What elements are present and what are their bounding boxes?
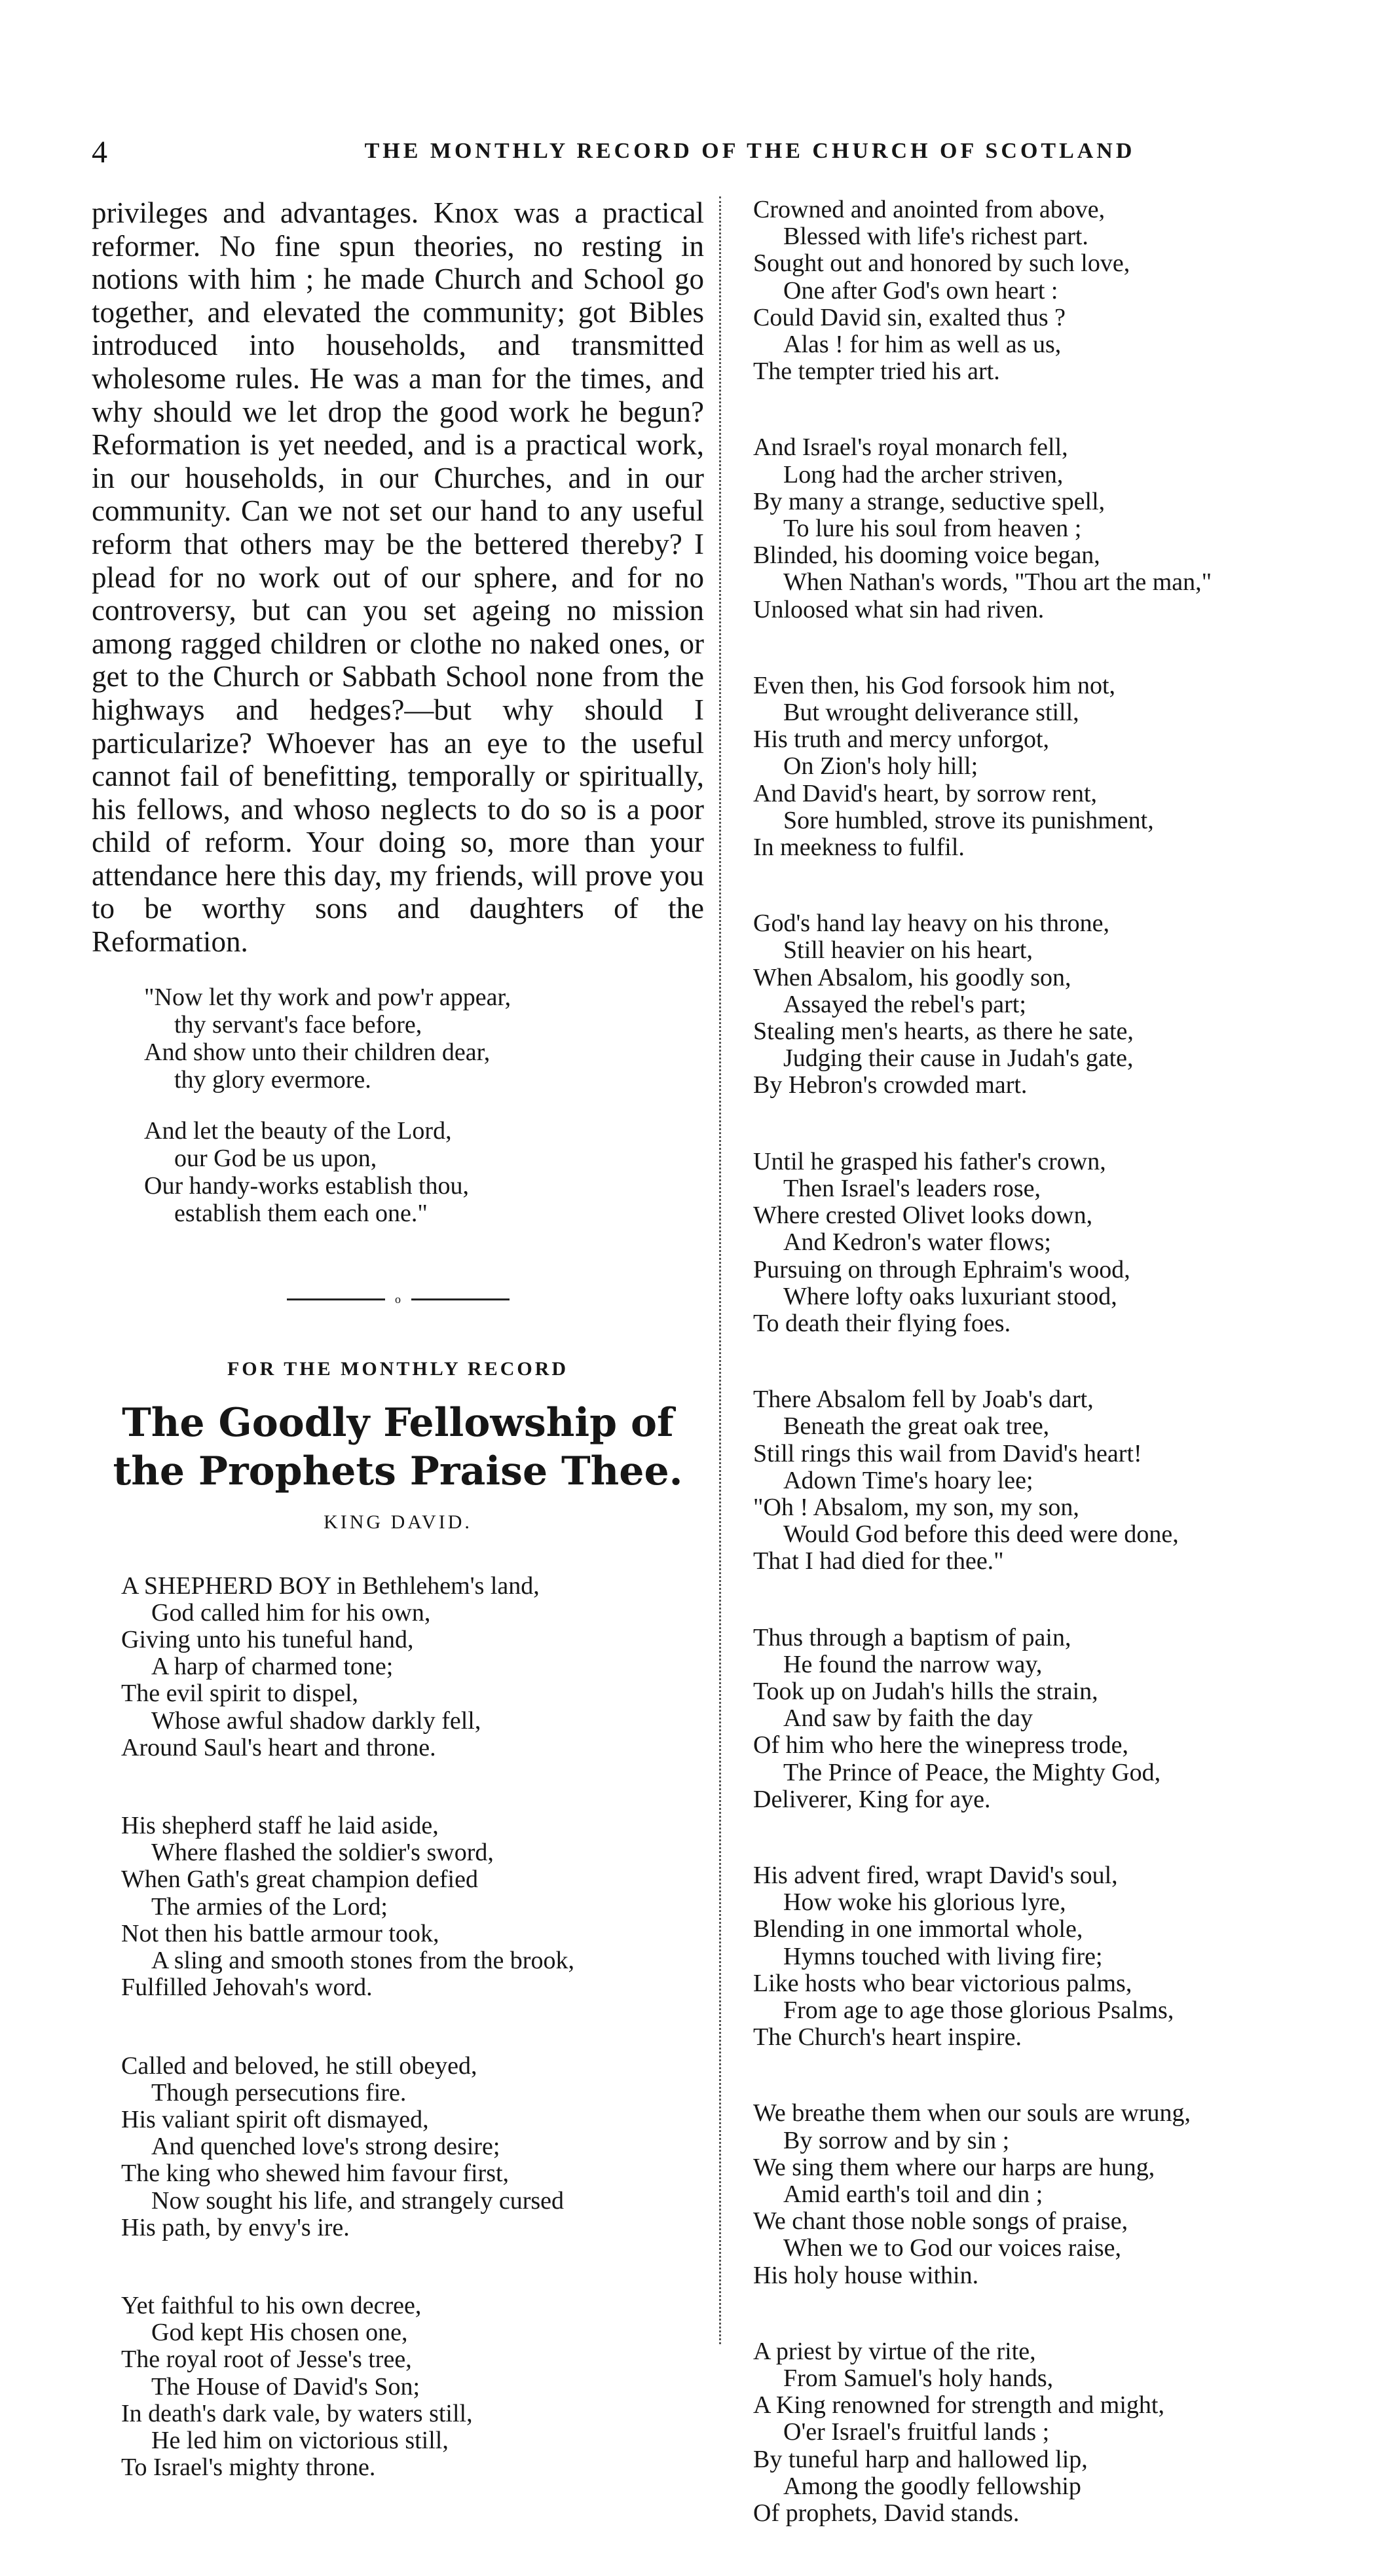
stanza xyxy=(753,910,1343,1099)
verse-line: His truth and mercy unforgot, xyxy=(753,726,1050,754)
verse-line: Took up on Judah's hills the strain, xyxy=(753,1677,1098,1705)
stanza xyxy=(753,434,1343,623)
article-kicker: FOR THE MONTHLY RECORD xyxy=(227,1357,569,1380)
verse-line: Alas ! for him as well as us, xyxy=(783,331,1062,359)
verse-line: Not then his battle armour took, xyxy=(121,1919,439,1947)
verse-line: The evil spirit to dispel, xyxy=(121,1680,359,1708)
stanza xyxy=(753,2338,1343,2527)
verse-line: To lure his soul from heaven ; xyxy=(783,515,1082,543)
verse-line: Of prophets, David stands. xyxy=(753,2499,1020,2528)
verse-line: Crowned and anointed from above, xyxy=(753,196,1105,223)
verse-line: Judging their cause in Judah's gate, xyxy=(783,1044,1134,1073)
verse-line: By Hebron's crowded mart. xyxy=(753,1071,1028,1099)
divider-rule-left xyxy=(287,1298,385,1300)
verse-line: Pursuing on through Ephraim's wood, xyxy=(753,1255,1130,1283)
verse-line: To death their flying foes. xyxy=(753,1309,1011,1337)
verse-line-text: SHEPHERD BOY in Bethlehem's land, xyxy=(143,1572,540,1600)
verse-line: His valiant spirit oft dismayed, xyxy=(121,2105,429,2133)
right-column xyxy=(753,196,1343,2576)
verse-line: Of him who here the winepress trode, xyxy=(753,1731,1129,1759)
verse-line: Though persecutions fire. xyxy=(151,2078,407,2107)
divider-rule-right xyxy=(411,1298,510,1300)
verse-line: The king who shewed him favour first, xyxy=(121,2160,510,2188)
verse-line: A sling and smooth stones from the brook, xyxy=(151,1947,574,1975)
verse-line: Then Israel's leaders rose, xyxy=(783,1174,1041,1202)
verse-line: Where lofty oaks luxuriant stood, xyxy=(783,1282,1117,1310)
verse-line: Adown Time's hoary lee; xyxy=(783,1466,1033,1494)
verse-line: From age to age those glorious Psalms, xyxy=(783,1996,1174,2024)
stanza xyxy=(144,1117,704,1227)
verse-line: Like hosts who bear victorious palms, xyxy=(753,1969,1132,1997)
verse-line: Yet faithful to his own decree, xyxy=(121,2291,422,2319)
verse-line: God's hand lay heavy on his throne, xyxy=(753,910,1110,938)
verse-line: A King renowned for strength and might, xyxy=(753,2391,1164,2420)
verse-line: Blinded, his dooming voice began, xyxy=(753,542,1100,570)
verse-line: "Now let thy work and pow'r appear, xyxy=(144,983,511,1011)
verse-line: Could David sin, exalted thus ? xyxy=(753,303,1066,331)
verse-line: Around Saul's heart and throne. xyxy=(121,1733,436,1761)
stanza xyxy=(753,2100,1343,2289)
verse-line: The Prince of Peace, the Mighty God, xyxy=(783,1758,1161,1786)
verse-line: Where crested Olivet looks down, xyxy=(753,1202,1093,1230)
verse-line: Even then, his God forsook him not, xyxy=(753,671,1116,699)
verse-line: A priest by virtue of the rite, xyxy=(753,2337,1036,2365)
verse-line: The royal root of Jesse's tree, xyxy=(121,2346,412,2374)
verse-line: Thus through a baptism of pain, xyxy=(753,1623,1071,1651)
verse-line: Assayed the rebel's part; xyxy=(783,990,1026,1018)
verse-line: The Church's heart inspire. xyxy=(753,2023,1022,2052)
verse-line: Hymns touched with living fire; xyxy=(783,1942,1103,1970)
verse-line: God called him for his own, xyxy=(151,1598,431,1627)
stanza xyxy=(121,1812,704,2001)
verse-line: our God be us upon, xyxy=(174,1144,377,1172)
left-column xyxy=(92,196,704,2532)
verse-line: When Gath's great champion defied xyxy=(121,1866,478,1894)
initial-letter: A xyxy=(121,1572,144,1600)
stanza xyxy=(753,1149,1343,1337)
verse-line: By sorrow and by sin ; xyxy=(783,2126,1010,2154)
stanza xyxy=(753,1625,1343,1813)
verse-line: O'er Israel's fruitful lands ; xyxy=(783,2418,1050,2446)
verse-line: A harp of charmed tone; xyxy=(151,1653,394,1681)
verse-line: Our handy-works establish thou, xyxy=(144,1171,470,1200)
poem-title: The Goodly Fellowship of the Prophets Praise Thee. xyxy=(113,1399,683,1494)
section-divider xyxy=(287,1293,510,1306)
stanza xyxy=(753,672,1343,861)
verse-line: In death's dark vale, by waters still, xyxy=(121,2399,473,2427)
page-number: 4 xyxy=(92,135,107,170)
verse-line: Still rings this wail from David's heart! xyxy=(753,1439,1142,1467)
verse-line: Whose awful shadow darkly fell, xyxy=(151,1706,481,1735)
verse-line: When we to God our voices raise, xyxy=(783,2234,1122,2262)
verse-line: Called and beloved, he still obeyed, xyxy=(121,2052,477,2080)
verse-line: His advent fired, wrapt David's soul, xyxy=(753,1861,1118,1889)
poem-right-column xyxy=(753,196,1343,2527)
verse-line: Blessed with life's richest part. xyxy=(783,223,1088,251)
verse-line: We chant those noble songs of praise, xyxy=(753,2207,1128,2236)
verse-line: establish them each one." xyxy=(174,1199,428,1227)
verse-line: By tuneful harp and hallowed lip, xyxy=(753,2445,1088,2473)
verse-line: From Samuel's holy hands, xyxy=(783,2364,1054,2392)
sermon-prose xyxy=(92,196,704,959)
verse-line: And David's heart, by sorrow rent, xyxy=(753,779,1098,807)
verse-line: "Oh ! Absalom, my son, my son, xyxy=(753,1493,1079,1521)
verse-line: Amid earth's toil and din ; xyxy=(783,2180,1043,2208)
verse-line: And show unto their children dear, xyxy=(144,1038,491,1066)
verse-line: Fulfilled Jehovah's word. xyxy=(121,1974,373,2002)
column-rule xyxy=(719,196,721,2344)
verse-line: In meekness to fulfil. xyxy=(753,834,965,862)
verse-line: Still heavier on his heart, xyxy=(783,936,1033,965)
verse-line: By many a strange, seductive spell, xyxy=(753,487,1105,515)
verse-line: The armies of the Lord; xyxy=(151,1892,388,1921)
poem-subtitle: KING DAVID. xyxy=(324,1511,472,1533)
verse-line: That I had died for thee." xyxy=(753,1547,1004,1575)
verse-line: His path, by envy's ire. xyxy=(121,2213,350,2241)
verse-line: Beneath the great oak tree, xyxy=(783,1412,1050,1441)
verse-line: When Nathan's words, "Thou art the man," xyxy=(783,568,1212,597)
verse-line: Where flashed the soldier's sword, xyxy=(151,1839,494,1867)
verse-line: Among the goodly fellowship xyxy=(783,2472,1081,2500)
stanza xyxy=(753,1862,1343,2051)
verse-line: Deliverer, King for aye. xyxy=(753,1785,991,1813)
verse-line: God kept His chosen one, xyxy=(151,2319,408,2347)
verse-line: And saw by faith the day xyxy=(783,1704,1033,1733)
psalm-quote xyxy=(144,984,704,1227)
verse-line: Until he grasped his father's crown, xyxy=(753,1147,1106,1175)
verse-line: And Kedron's water flows; xyxy=(783,1228,1051,1257)
verse-line: His shepherd staff he laid aside, xyxy=(121,1812,439,1840)
verse-line: His holy house within. xyxy=(753,2261,979,2289)
verse-line: And Israel's royal monarch fell, xyxy=(753,433,1068,462)
verse-line: The tempter tried his art. xyxy=(753,358,1000,386)
verse-line: Now sought his life, and strangely cursed xyxy=(151,2186,565,2215)
divider-mark: o xyxy=(395,1292,401,1306)
verse-line: Stealing men's hearts, as there he sate, xyxy=(753,1018,1134,1046)
verse-line: Unloosed what sin had riven. xyxy=(753,595,1045,623)
verse-line: On Zion's holy hill; xyxy=(783,752,978,781)
stanza xyxy=(144,984,704,1094)
stanza xyxy=(121,2292,704,2481)
verse-line: How woke his glorious lyre, xyxy=(783,1888,1066,1917)
verse-line: We breathe them when our souls are wrung, xyxy=(753,2099,1191,2127)
verse-line: And let the beauty of the Lord, xyxy=(144,1116,452,1145)
running-title: THE MONTHLY RECORD OF THE CHURCH OF SCOTLAND xyxy=(364,139,1136,163)
verse-line: To Israel's mighty throne. xyxy=(121,2454,376,2482)
verse-line: Would God before this deed were done, xyxy=(783,1520,1179,1549)
verse-line: The House of David's Son; xyxy=(151,2372,420,2401)
verse-line: He found the narrow way, xyxy=(783,1650,1043,1678)
verse-line: We sing them where our harps are hung, xyxy=(753,2153,1155,2181)
verse-line: Sought out and honored by such love, xyxy=(753,249,1130,278)
verse-line: thy servant's face before, xyxy=(174,1010,422,1039)
verse-line: And quenched love's strong desire; xyxy=(151,2133,500,2161)
verse-line: Blending in one immortal whole, xyxy=(753,1915,1083,1943)
verse-line: There Absalom fell by Joab's dart, xyxy=(753,1386,1094,1414)
poem-left-column xyxy=(121,1573,704,2482)
verse-line: Long had the archer striven, xyxy=(783,460,1064,488)
verse-line: thy glory evermore. xyxy=(174,1065,371,1094)
stanza xyxy=(121,2053,704,2241)
verse-line: When Absalom, his goodly son, xyxy=(753,963,1071,991)
verse-line: Sore humbled, strove its punishment, xyxy=(783,806,1154,834)
verse-line: But wrought deliverance still, xyxy=(783,699,1079,727)
verse-line: One after God's own heart : xyxy=(783,276,1058,304)
stanza xyxy=(121,1573,704,1761)
verse-line xyxy=(121,1573,704,1600)
verse-line: He led him on victorious still, xyxy=(151,2426,449,2454)
verse-line: Giving unto his tuneful hand, xyxy=(121,1626,414,1654)
prose-paragraph: privileges and advantages. Knox was a practical reformer. No fine spun theories, no resting in notions with him ; he made Church and School go together, and elevated the community; got Bibles introduced into households, and transmitted wholesome rules. He was a man for the times, and why should we let drop the good work he begun? Reformation is yet needed, and is a practical work, in our households, in our Churches, and in our community. Can we not set our hand to any useful reform that others may be the bettered thereby? I plead for no work out of our sphere, and for no controversy, but can you set ageing no mission among ragged children or clothe no naked ones, or get to the Church or Sabbath School none from the highways and hedges?—but why should I particularize? Whoever has an eye to the useful cannot fail of benefitting, temporally or spiritually, his fellows, and whoso neglects to do so is a poor child of reform. Your doing so, more than your attendance here this day, my friends, will prove you to be worthy sons and daughters of the Reformation. xyxy=(92,196,704,959)
stanza xyxy=(753,1386,1343,1575)
stanza xyxy=(753,196,1343,385)
